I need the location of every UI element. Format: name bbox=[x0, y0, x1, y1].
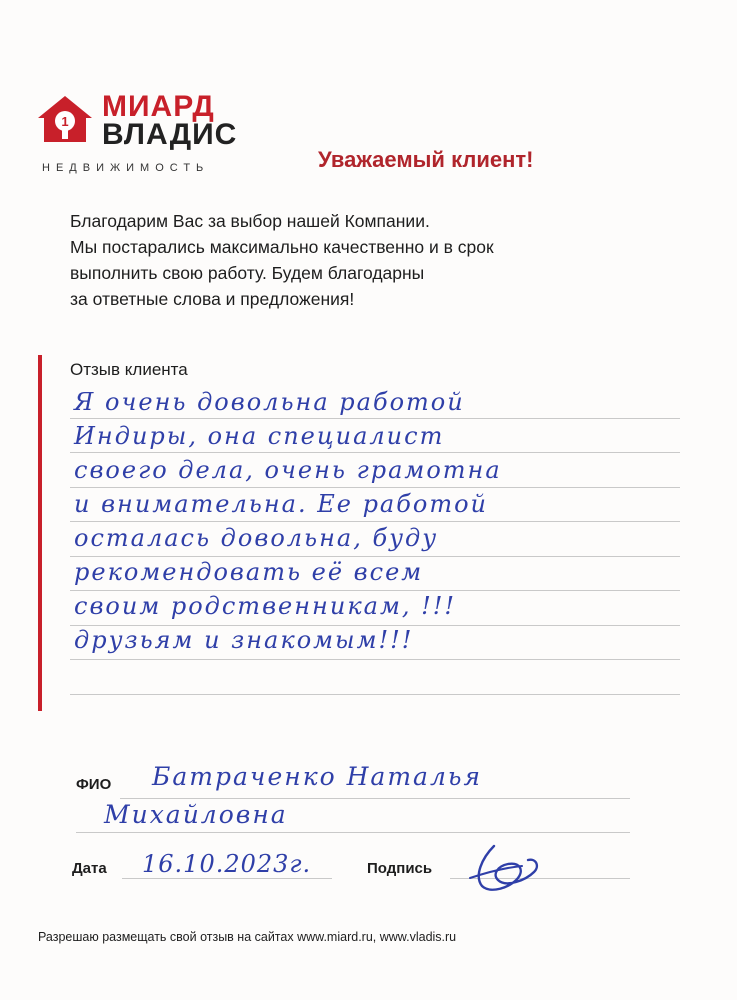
review-line: осталась довольна, буду bbox=[74, 524, 439, 552]
fio-line bbox=[120, 798, 630, 799]
logo-line2: ВЛАДИС bbox=[102, 118, 238, 151]
fio-line bbox=[76, 832, 630, 833]
review-title: Отзыв клиента bbox=[70, 360, 188, 379]
date-label: Дата bbox=[72, 860, 107, 877]
review-accent-bar bbox=[38, 355, 42, 711]
date-line bbox=[122, 878, 332, 879]
ruled-line bbox=[70, 452, 680, 453]
logo-badge-number: 1 bbox=[61, 114, 69, 129]
ruled-line bbox=[70, 487, 680, 488]
intro-line: Мы постарались максимально качественно и в срок bbox=[70, 237, 494, 257]
ruled-line bbox=[70, 590, 680, 591]
ruled-line bbox=[70, 556, 680, 557]
greeting-heading: Уважаемый клиент! bbox=[318, 147, 534, 172]
ruled-line bbox=[70, 521, 680, 522]
fio-value-line1: Батраченко Наталья bbox=[152, 762, 483, 791]
ruled-line bbox=[70, 694, 680, 695]
review-line: своего дела, очень грамотна bbox=[74, 456, 502, 484]
intro-line: выполнить свою работу. Будем благодарны bbox=[70, 263, 425, 283]
fio-value-line2: Михайловна bbox=[104, 800, 288, 829]
intro-line: Благодарим Вас за выбор нашей Компании. bbox=[70, 211, 430, 231]
review-line: своим родственникам, !!! bbox=[74, 592, 457, 620]
logo-subtitle: НЕДВИЖИМОСТЬ bbox=[42, 162, 210, 174]
review-line: Индиры, она специалист bbox=[74, 422, 445, 450]
house-key-icon bbox=[36, 94, 94, 144]
review-line: друзьям и знакомым!!! bbox=[74, 626, 414, 654]
signature-label: Подпись bbox=[367, 860, 433, 877]
date-value: 16.10.2023г. bbox=[142, 850, 312, 878]
ruled-line bbox=[70, 659, 680, 660]
review-line: и внимательна. Ее работой bbox=[74, 490, 488, 518]
ruled-line bbox=[70, 418, 680, 419]
handwritten-signature bbox=[462, 838, 552, 898]
review-line: Я очень довольна работой bbox=[74, 388, 465, 416]
permission-note: Разрешаю размещать свой отзыв на сайтах www.miard.ru, www.vladis.ru bbox=[38, 930, 457, 944]
logo-line1: МИАРД bbox=[102, 90, 215, 123]
review-line: рекомендовать её всем bbox=[74, 558, 424, 586]
fio-label: ФИО bbox=[76, 776, 112, 793]
intro-text bbox=[70, 208, 630, 312]
intro-line: за ответные слова и предложения! bbox=[70, 289, 355, 309]
company-logo bbox=[36, 90, 246, 180]
